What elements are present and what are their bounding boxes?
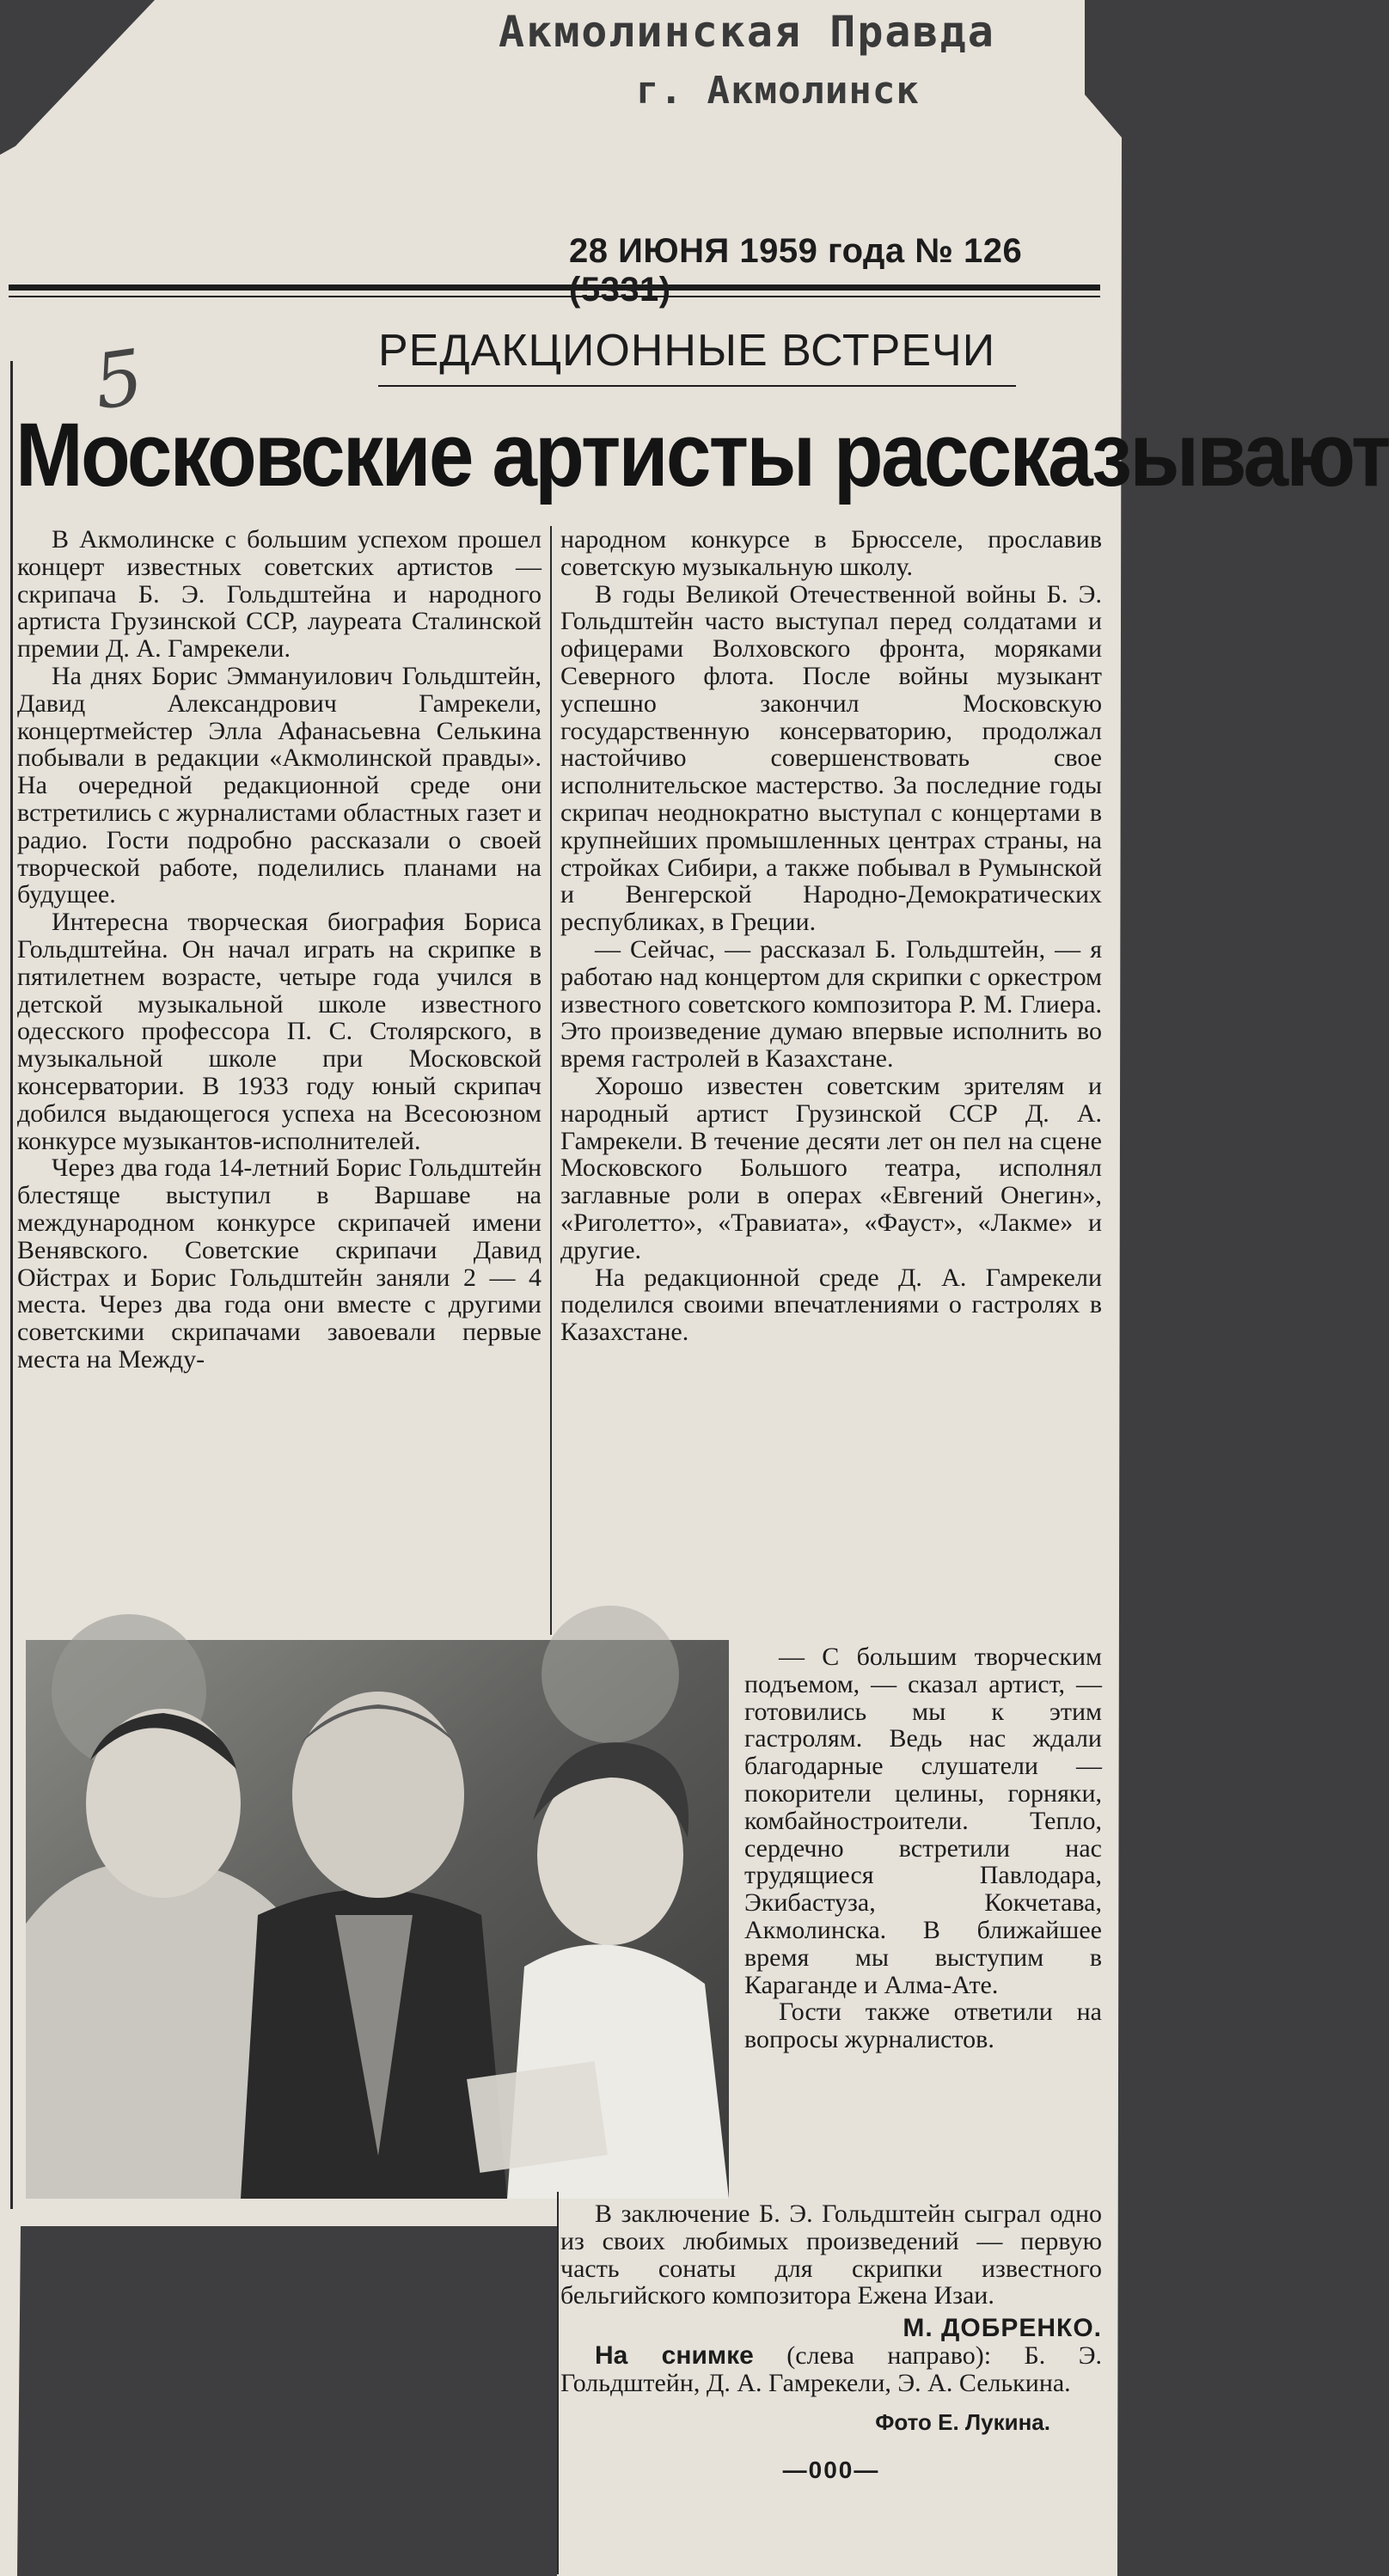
paragraph: На редакционной среде Д. А. Гамрекели поделился своими впечатлениями о гастролях в Казахстане. (560, 1263, 1102, 1347)
left-column (17, 526, 542, 1374)
masthead-city: г. Акмолинск (636, 69, 920, 113)
header-rule-thin (9, 296, 1100, 297)
header-rule-thick (9, 285, 1100, 291)
paragraph: — Сейчас, — рассказал Б. Гольдштейн, — я работаю над концертом для скрипки с оркестром известного советского композитора Р. М. Глиера. Это произведение думаю впервые исполнить во время гастролей в Казахстане. (560, 934, 1102, 1074)
column-divider (550, 526, 552, 1635)
photo-credit: Фото Е. Лукина. (875, 2408, 1050, 2435)
section-rubric: РЕДАКЦИОННЫЕ ВСТРЕЧИ (378, 326, 996, 376)
right-column-top (560, 526, 1102, 1346)
author-signature: М. ДОБРЕНКО. (903, 2314, 1102, 2343)
paragraph: Гости также ответили на вопросы журналистов. (744, 1998, 1102, 2054)
column-divider-bottom (557, 2192, 559, 2574)
paragraph: Хорошо известен советским зрителям и народный артист Грузинской ССР Д. А. Гамрекели. В течение десяти лет он пел на сцене Московского Большого театра, исполнял заглавные роли в операх «Евгений Онегин», «Риголетто», «Травиата», «Фауст», «Лакме» и другие. (560, 1071, 1102, 1264)
page-number: —000— (782, 2457, 880, 2484)
paragraph: В заключение Б. Э. Гольдштейн сыграл одно из своих любимых произведений — первую часть сонаты для скрипки известного бельгийского композитора Ежена Изаи. (560, 2200, 1102, 2310)
article-headline: Московские артисты рассказывают (15, 405, 1389, 505)
right-column-narrow (744, 1643, 1102, 2053)
article-photo (26, 1640, 729, 2199)
handwritten-mark: 5 (89, 332, 149, 427)
caption-lead: На снимке (595, 2340, 754, 2370)
paragraph: Через два года 14-летний Борис Гольдштейн блестяще выступил в Варшаве на международном конкурсе скрипачей имени Венявского. Советские скрипачи Давид Ойстрах и Борис Гольдштейн заняли 2 — 4 места. Через два года они вместе с другими советскими скрипачами завоевали первые места на Между- (17, 1153, 542, 1374)
paragraph: В Акмолинске с большим успехом прошел концерт известных советских артистов — скрипача Б. Э. Гольдштейна и народного артиста Грузинской ССР, лауреата Сталинской премии Д. А. Гамрекели. (17, 525, 542, 664)
newspaper-masthead: Акмолинская Правда (499, 7, 995, 57)
caption-text: (слева направо): Б. Э. Гольдштейн, Д. А. Гамрекели, Э. А. Селькина. (560, 2340, 1103, 2397)
photo-image (26, 1640, 729, 2199)
rubric-underline (378, 385, 1016, 387)
paragraph: На днях Борис Эммануилович Гольдштейн, Давид Александрович Гамрекели, концертмейстер Элла Афанасьевна Селькина побывали в редакции «Акмолинской правды». На очередной редакционной среде они встретились с журналистами областных газет и радио. Гости подробно рассказали о своей творческой работе, поделились планами на будущее. (17, 661, 542, 909)
paragraph: — С большим творческим подъемом, — сказал артист, — готовились мы к этим гастролям. Ведь нас ждали благодарные слушатели — покорители целины, горняки, комбайностроители. Тепло, сердечно встретили нас трудящиеся Павлодара, Экибастуза, Кокчетава, Акмолинска. В ближайшее время мы выступим в Караганде и Алма-Ате. (744, 1643, 1102, 1999)
paragraph-continuation: народном конкурсе в Брюсселе, прославив советскую музыкальную школу. (560, 525, 1102, 581)
photo-caption (560, 2342, 1102, 2397)
right-column-bottom (560, 2200, 1102, 2484)
issue-dateline: 28 ИЮНЯ 1959 года № 126 (569, 232, 1023, 270)
paragraph: В годы Великой Отечественной войны Б. Э. Гольдштейн часто выступал перед солдатами и офицерами Волховского фронта, моряками Северного флота. После войны музыкант успешно закончил Московскую государственную консерваторию, продолжал настойчиво совершенствовать свое исполнительское мастерство. За последние годы скрипач неоднократно выступал с концертами в крупнейших промышленных центрах страны, на стройках Сибири, а также побывал в Румынской и Венгерской Народно-Демократических республиках, в Греции. (560, 579, 1102, 937)
paragraph: Интересна творческая биография Бориса Гольдштейна. Он начал играть на скрипке в пятилетнем возрасте, четыре года учился в детской музыкальной школе известного одесского профессора П. С. Столярского, в музыкальной школе при Московской консерватории. В 1933 году юный скрипач добился выдающегося успеха на Всесоюзном конкурсе музыкантов-исполнителей. (17, 908, 542, 1155)
left-border-line (10, 361, 13, 2209)
